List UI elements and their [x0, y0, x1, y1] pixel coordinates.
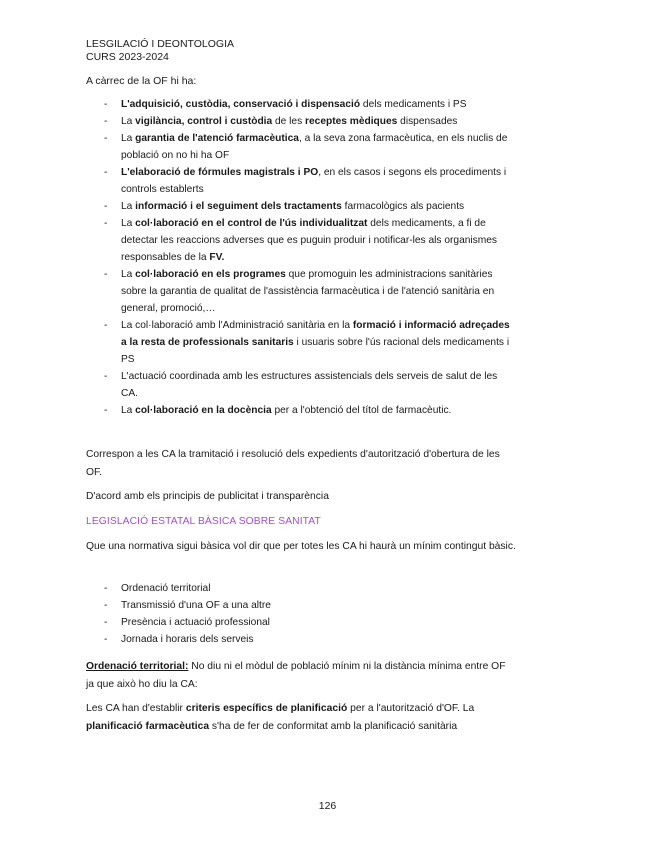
paragraph-normativa-basica: Que una normativa sigui bàsica vol dir que per totes les CA hi haurà un mínim contingut bàsic. [86, 541, 516, 552]
bold-text: formació i informació adreçades a la resta de professionals sanitaris [121, 320, 510, 348]
list-item [104, 130, 516, 164]
list-item: - Jornada i horaris dels serveis [104, 631, 404, 648]
text-segment: dispensades [397, 116, 458, 127]
course-year: CURS 2023-2024 [86, 51, 169, 63]
intro-line: A càrrec de la OF hi ha: [86, 75, 197, 87]
page-header [86, 38, 234, 64]
text-segment: , en els casos i segons els procediments i controls establerts [121, 167, 507, 195]
bold-text: L'adquisició, custòdia, conservació i dispensació [121, 99, 361, 110]
text-segment: farmacològics als pacients [341, 201, 465, 212]
text-segment: de les [272, 116, 306, 127]
responsibilities-list [104, 96, 516, 419]
bold-text: FV. [209, 252, 225, 263]
text-segment: La [121, 116, 136, 127]
text-segment: La col·laboració amb l'Administració sanitària en la [121, 320, 353, 331]
bold-text: col·laboració en el control de l'ús individualitzat [135, 218, 368, 229]
list-item [104, 317, 516, 368]
list-item: - Transmissió d'una OF a una altre [104, 597, 404, 614]
bold-text: planificació farmacèutica [86, 720, 210, 732]
text-segment: La [121, 201, 136, 212]
bold-text: informació i el seguiment dels tractaments [135, 201, 342, 212]
bold-text: L'elaboració de fórmules magistrals i PO [121, 167, 319, 178]
list-item [104, 96, 516, 113]
paragraph-planificacio [86, 700, 516, 735]
text-segment: per a l'obtenció del títol de farmacèutic. [271, 405, 452, 416]
list-item: - Presència i actuació professional [104, 614, 404, 631]
list-item: - Ordenació territorial [104, 580, 404, 597]
bold-text: garantia de l'atenció farmacèutica [135, 133, 299, 144]
section-heading: LEGISLACIÓ ESTATAL BÀSICA SOBRE SANITAT [86, 516, 321, 527]
text-segment: s'ha de fer de conformitat amb la planificació sanitària [209, 720, 458, 732]
list-item [104, 402, 516, 419]
text-segment: La [121, 218, 136, 229]
text-segment: Les CA han d'establir [86, 703, 186, 714]
page-number: 126 [318, 800, 337, 812]
bold-text: Ordenació territorial: [86, 661, 189, 672]
bold-text: receptes mèdiques [305, 116, 398, 127]
basic-content-list [104, 580, 404, 648]
text-segment: , a la seva zona farmacèutica, en els nuclis de població on no hi ha OF [121, 133, 508, 161]
paragraph-ordenacio-territorial [86, 658, 516, 693]
list-item [104, 198, 516, 215]
text-segment: La [121, 269, 136, 280]
paragraph-ca-tramitacio: Correspon a les CA la tramitació i resolució dels expedients d'autorització d'obertura de les OF. [86, 449, 500, 478]
course-title: LESGILACIÓ I DEONTOLOGIA [86, 38, 235, 50]
text-segment: La [121, 133, 136, 144]
list-item [104, 113, 516, 130]
list-item [104, 215, 516, 266]
bold-text: col·laboració en la docència [135, 405, 272, 416]
text-segment: i usuaris sobre l'ús racional dels medicaments i PS [121, 337, 510, 365]
paragraph-publicitat: D'acord amb els principis de publicitat i transparència [86, 491, 329, 502]
text-segment: per a l'autorització d'OF. La [347, 703, 475, 714]
text-segment: No diu ni el mòdul de població mínim ni la distància mínima entre OF ja que això ho diu la CA: [86, 661, 506, 690]
bold-text: criteris específics de planificació [185, 703, 348, 714]
list-item [104, 164, 516, 198]
text-segment: L'actuació coordinada amb les estructures assistencials dels serveis de salut de les CA. [121, 371, 498, 399]
list-item [104, 266, 516, 317]
list-item [104, 368, 516, 402]
text-segment: La [121, 405, 136, 416]
text-segment: dels medicaments, a fi de detectar les reaccions adverses que es puguin produir i notificar-les als organismes responsables de la [121, 218, 497, 263]
bold-text: col·laboració en els programes [135, 269, 286, 280]
text-segment: que promoguin les administracions sanitàries sobre la garantia de qualitat de l'assistència farmacèutica i de l'atenció sanitària en general, promoció,… [121, 269, 495, 314]
text-segment: dels medicaments i PS [360, 99, 467, 110]
bold-text: vigilància, control i custòdia [135, 116, 273, 127]
